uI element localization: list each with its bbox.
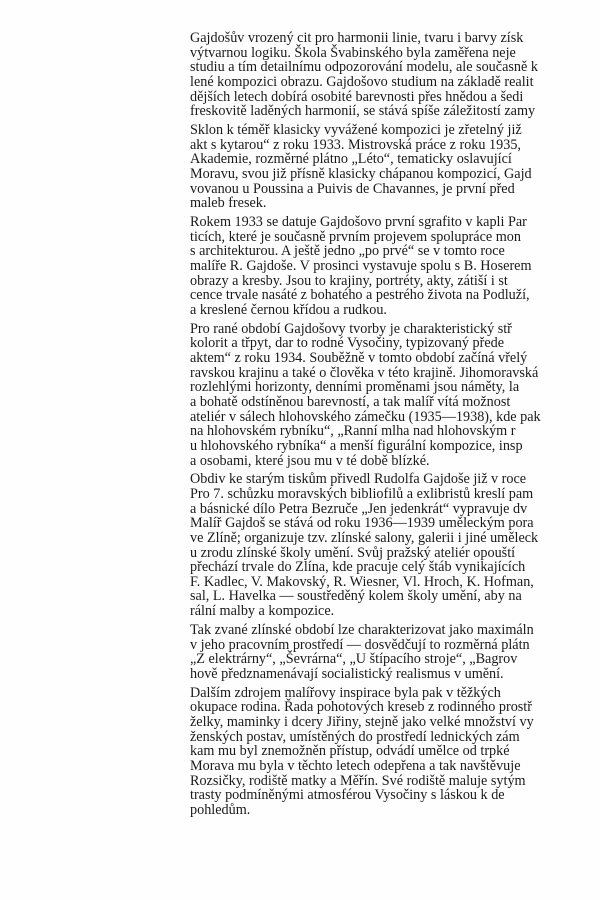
text-line: cence trvale nasáté z bohatého a pestrého života na Podluží,: [190, 287, 530, 304]
text-line: freskovitě laděných harmonií, se stává spíše záležitostí zamy: [190, 103, 536, 120]
text-line: hově předznamenávají socialistický realismus v umění.: [190, 665, 504, 682]
text-column: [190, 31, 600, 822]
text-line: Akademie, rozměrné plátno „Léto“, tematicky oslavující: [190, 151, 512, 168]
text-line: rální malby a kompozice.: [190, 603, 335, 620]
text-line: ravskou krajinu a také o člověka v této krajině. Jihomoravská: [190, 364, 539, 381]
text-line: dějších letech dobírá osobité barevnosti přes hnědou a šedi: [190, 88, 524, 105]
text-line: Rokem 1933 se datuje Gajdošovo první sgrafito v kapli Par: [190, 214, 527, 231]
text-line: Gajdošův vrozený cit pro harmonii linie, tvaru i barvy získ: [190, 30, 524, 46]
text-line: a bohatě odstíněnou barevností, a tak malíř vítá možnost: [190, 393, 511, 410]
text-line: Rozsičky, rodiště matky a Měřín. Své rodiště maluje sytým: [190, 772, 526, 789]
text-line: u hlohovského rybníka“ a menší figurální kompozice, insp: [190, 437, 523, 454]
text-line: Pro 7. schůzku moravských bibliofilů a exlibristů kreslí pam: [190, 485, 534, 502]
text-line: v jeho pracovním prostředí — dosvědčují to rozměrná plátn: [190, 636, 530, 653]
text-line: Malíř Gajdoš se stává od roku 1936—1939 uměleckým pora: [190, 515, 534, 532]
text-line: Morava mu byla v těchto letech odepřena a tak navštěvuje: [190, 757, 521, 774]
paragraph: [190, 31, 600, 119]
text-line: studiu a tím detailnímu odpozorování modelu, ale současně k: [190, 59, 538, 76]
paragraph: [190, 472, 600, 618]
text-line: kolorit a třpyt, dar to rodné Vysočiny, typizovaný přede: [190, 335, 505, 352]
text-line: výtvarnou logiku. Škola Švabinského byla zaměřena neje: [190, 44, 516, 61]
text-line: s architekturou. A ještě jedno „po prvé“ se v tomto roce: [190, 243, 505, 260]
text-line: akt s kytarou“ z roku 1933. Mistrovská práce z roku 1935,: [190, 136, 521, 153]
text-line: ticích, které je současně prvním projevem spolupráce mon: [190, 228, 521, 245]
text-line: na hlohovském rybníku“, „Ranní mlha nad hlohovským r: [190, 423, 516, 440]
text-line: ve Zlíně; organizuje tzv. zlínské salony, galerii i jiné uměleck: [190, 529, 539, 546]
text-line: pohledům.: [190, 801, 251, 818]
text-line: trasty podmíněnými atmosférou Vysočiny s láskou k de: [190, 787, 505, 804]
text-line: malíře R. Gajdoše. V prosinci vystavuje spolu s B. Hoserem: [190, 257, 532, 274]
text-line: obrazy a kresby. Jsou to krajiny, portréty, akty, zátiší i st: [190, 272, 508, 289]
text-line: aktem“ z roku 1934. Souběžně v tomto období začíná vřelý: [190, 350, 528, 367]
paragraph: [190, 322, 600, 468]
text-line: vovanou u Poussina a Puivis de Chavannes, je první před: [190, 180, 515, 197]
text-line: Dalším zdrojem malířovy inspirace byla pak v těžkých: [190, 684, 501, 701]
text-line: Obdiv ke starým tiskům přivedl Rudolfa Gajdoše již v roce: [190, 471, 527, 488]
text-line: u zrodu zlínské školy umění. Svůj pražský ateliér opouští: [190, 544, 516, 561]
paragraph: [190, 215, 600, 317]
text-line: Pro rané období Gajdošovy tvorby je charakteristický stř: [190, 320, 512, 337]
text-line: maleb fresek.: [190, 195, 267, 212]
paragraph: [190, 686, 600, 818]
text-line: „Z elektrárny“, „Ševrárna“, „U štípacího stroje“, „Bagrov: [190, 651, 518, 668]
text-line: Tak zvané zlínské období lze charakterizovat jako maximáln: [190, 621, 534, 638]
paragraph: [190, 623, 600, 682]
text-line: kam mu byl znemožněn přístup, odvádí umělce od trpké: [190, 743, 510, 760]
text-line: Moravu, svou již přísně klasicky chápanou kompozicí, Gajd: [190, 165, 532, 182]
text-line: sal, L. Havelka — soustředěný kolem školy umění, aby na: [190, 588, 522, 605]
text-line: okupace rodina. Řada pohotových kreseb z rodinného prostř: [190, 699, 532, 716]
text-line: rozlehlými horizonty, denními proměnami jsou náměty, la: [190, 379, 520, 396]
text-line: želky, maminky i dcery Jiřiny, stejně jako velké množství vy: [190, 713, 534, 730]
text-line: ateliér v sálech hlohovského zámečku (1935—1938), kde pak: [190, 408, 541, 425]
text-line: F. Kadlec, V. Makovský, R. Wiesner, Vl. Hroch, K. Hofman,: [190, 573, 534, 590]
text-line: a kreslené černou křídou a rudkou.: [190, 301, 387, 318]
text-line: a básnické dílo Petra Bezruče „Jen jedenkrát“ vypravuje dv: [190, 500, 528, 517]
text-line: přechází trvale do Zlína, kde pracuje celý štáb vynikajících: [190, 559, 526, 576]
paragraph: [190, 123, 600, 211]
text-line: a osobami, které jsou mu v té době blízké.: [190, 452, 430, 469]
text-line: Sklon k téměř klasicky vyvážené kompozici je zřetelný již: [190, 122, 522, 139]
text-line: ženských postav, umístěných do prostředí lednických zám: [190, 728, 520, 745]
text-line: lené kompozici obrazu. Gajdošovo studium na základě realit: [190, 73, 534, 90]
